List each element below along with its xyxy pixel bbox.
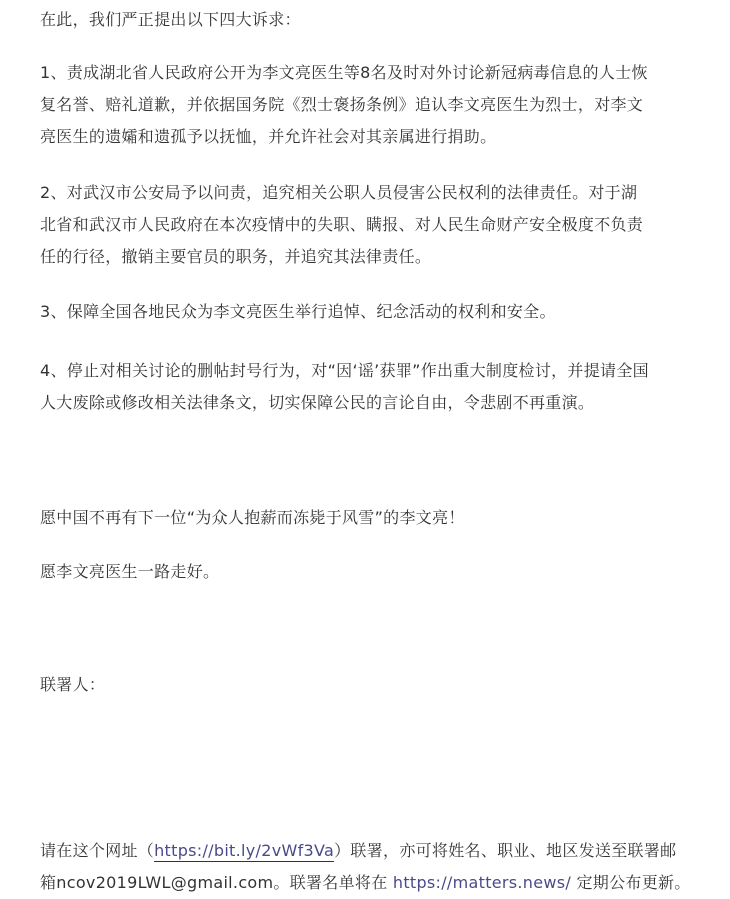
wish-2-line: 愿李文亮医生一路走好。: [40, 562, 220, 581]
intro-text: [40, 4, 720, 36]
footer-line-1-suffix: ）联署，亦可将姓名、职业、地区发送至联署邮: [334, 841, 677, 860]
demand-2-line-3: 任的行径，撤销主要官员的职务，并追究其法律责任。: [40, 247, 432, 266]
demand-1-line-3: 亮医生的遗孀和遗孤予以抚恤，并允许社会对其亲属进行捐助。: [40, 127, 497, 146]
wish-2: [40, 556, 720, 588]
wish-1: [40, 502, 720, 534]
demand-1-line-2: 复名誉、赔礼道歉，并依据国务院《烈士褒扬条例》追认李文亮医生为烈士，对李文: [40, 95, 644, 114]
demand-2-line-1: 2、对武汉市公安局予以问责，追究相关公职人员侵害公民权利的法律责任。对于湖: [40, 183, 638, 202]
demand-1-line-1: 1、责成湖北省人民政府公开为李文亮医生等8名及时对外讨论新冠病毒信息的人士恢: [40, 63, 648, 82]
footer-line-1: [40, 835, 720, 867]
signatories-label-line: 联署人：: [40, 675, 106, 694]
matters-link[interactable]: https://matters.news/: [392, 873, 572, 892]
footer-line-2-prefix: 箱ncov2019LWL@gmail.com。联署名单将在: [40, 873, 393, 892]
demand-3-line-1: 3、保障全国各地民众为李文亮医生举行追悼、纪念活动的权利和安全。: [40, 302, 556, 321]
demand-2-line-2: 北省和武汉市人民政府在本次疫情中的失职、瞒报、对人民生命财产安全极度不负责: [40, 215, 644, 234]
demand-2: [40, 177, 720, 273]
demand-4: [40, 355, 720, 419]
wish-1-line: 愿中国不再有下一位“为众人抱薪而冻毙于风雪”的李文亮！: [40, 508, 465, 527]
signup-link[interactable]: https://bit.ly/2vWf3Va: [154, 841, 335, 860]
footer-line-1-prefix: 请在这个网址（: [40, 841, 155, 860]
demand-1: [40, 57, 720, 153]
intro-line: 在此，我们严正提出以下四大诉求：: [40, 10, 301, 29]
demand-3: [40, 296, 720, 328]
signatories-label: [40, 669, 720, 701]
signup-link-wrap: [154, 841, 334, 862]
demand-4-line-1: 4、停止对相关讨论的删帖封号行为，对“因‘谣’获罪”作出重大制度检讨，并提请全国: [40, 361, 649, 380]
demand-4-line-2: 人大废除或修改相关法律条文，切实保障公民的言论自由，令悲剧不再重演。: [40, 393, 595, 412]
footer-line-2: [40, 867, 720, 899]
footer-instructions: [40, 835, 720, 899]
footer-line-2-suffix: 定期公布更新。: [571, 873, 691, 892]
